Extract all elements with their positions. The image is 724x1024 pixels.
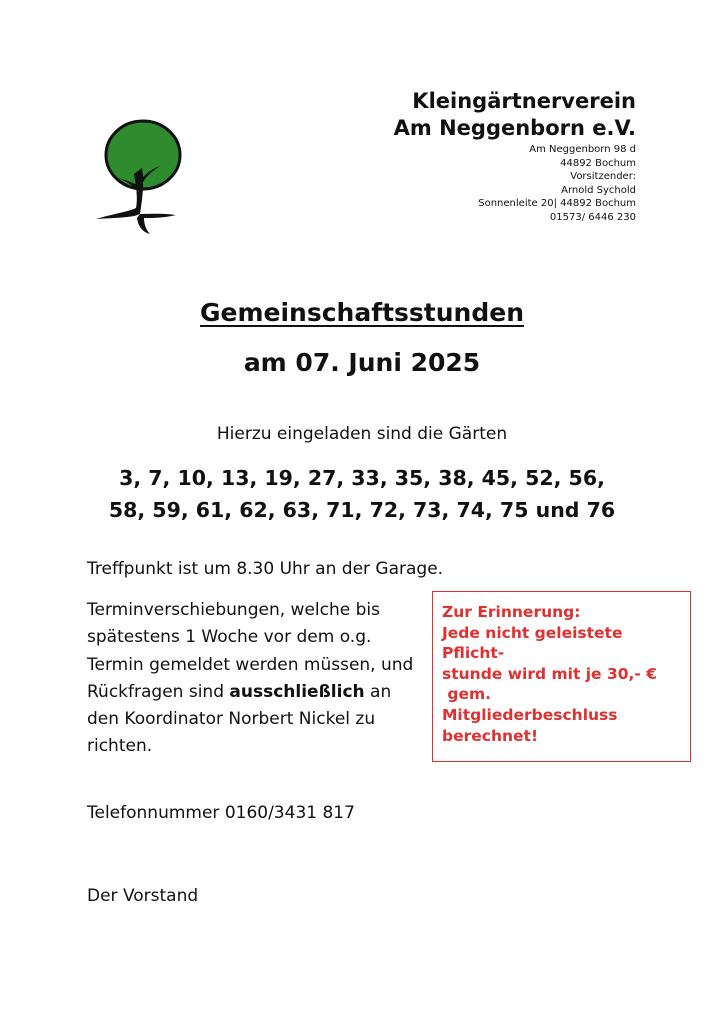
event-date: am 07. Juni 2025 bbox=[243, 348, 481, 377]
organization-name bbox=[394, 88, 636, 142]
reminder-line: berechnet! bbox=[442, 726, 539, 745]
reschedule-text-before: Terminverschiebungen, welche bis spätestens 1 Woche vor dem o.g. Termin gemeldet werden müssen, und Rückfragen sind bbox=[87, 600, 414, 702]
reminder-line: gem. bbox=[442, 685, 492, 704]
garden-numbers-line1: 3, 7, 10, 13, 19, 27, 33, 35, 38, 45, 52, 56, bbox=[119, 466, 605, 490]
reschedule-text-after: an den Koordinator Norbert Nickel zu richten. bbox=[87, 681, 392, 757]
address-line: 44892 Bochum bbox=[560, 157, 636, 169]
reschedule-paragraph bbox=[87, 597, 427, 761]
reschedule-emphasis: ausschließlich bbox=[229, 681, 365, 702]
garden-numbers-line2: 58, 59, 61, 62, 63, 71, 72, 73, 74, 75 und 76 bbox=[108, 498, 616, 522]
reminder-box bbox=[432, 591, 691, 762]
phone-number-text: Telefonnummer 0160/3431 817 bbox=[87, 803, 355, 823]
org-name-line1: Kleingärtnerverein bbox=[412, 89, 636, 113]
reminder-line: Mitgliederbeschluss bbox=[442, 705, 618, 724]
signoff-text: Der Vorstand bbox=[87, 886, 199, 906]
reminder-line: stunde wird mit je 30,- € bbox=[442, 664, 658, 683]
reminder-line: Pflicht- bbox=[442, 644, 505, 663]
address-line: Arnold Sychold bbox=[561, 184, 636, 196]
address-line: Sonnenleite 20| 44892 Bochum bbox=[478, 198, 636, 209]
address-line: Am Neggenborn 98 d bbox=[529, 144, 636, 155]
reminder-line: Jede nicht geleistete bbox=[442, 623, 623, 642]
page-title: Gemeinschaftsstunden bbox=[200, 298, 524, 327]
reminder-line: Zur Erinnerung: bbox=[442, 603, 581, 621]
garden-numbers bbox=[60, 462, 664, 526]
tree-logo-icon bbox=[92, 118, 184, 236]
invitation-text: Hierzu eingeladen sind die Gärten bbox=[216, 424, 508, 444]
address-line: Vorsitzender: bbox=[570, 171, 636, 182]
address-line: 01573/ 6446 230 bbox=[549, 211, 636, 223]
organization-address bbox=[478, 143, 636, 224]
org-name-line2: Am Neggenborn e.V. bbox=[393, 116, 636, 140]
meeting-point-text: Treffpunkt ist um 8.30 Uhr an der Garage. bbox=[87, 559, 444, 579]
